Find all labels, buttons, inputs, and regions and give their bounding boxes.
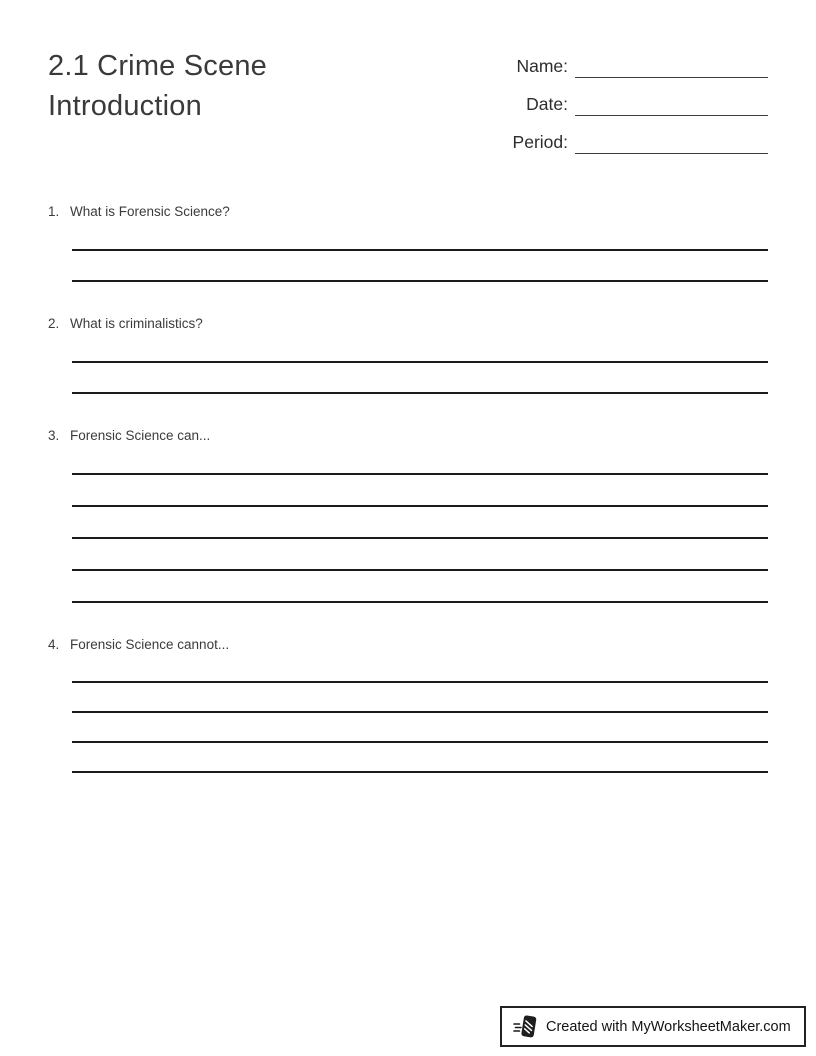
name-label: Name: bbox=[516, 56, 568, 77]
answer-line bbox=[72, 539, 768, 571]
question-3 bbox=[48, 426, 768, 603]
question-3-answer-area bbox=[72, 445, 768, 603]
answer-line bbox=[72, 333, 768, 363]
question-text: What is Forensic Science? bbox=[70, 204, 230, 219]
name-field-row bbox=[478, 54, 768, 78]
question-text: Forensic Science cannot... bbox=[70, 637, 230, 652]
question-number: 4. bbox=[48, 637, 60, 652]
question-3-row bbox=[48, 426, 768, 445]
answer-line bbox=[72, 571, 768, 603]
question-1-row bbox=[48, 202, 768, 221]
period-label: Period: bbox=[512, 132, 568, 153]
question-2-row bbox=[48, 314, 768, 333]
date-label: Date: bbox=[526, 94, 568, 115]
answer-line bbox=[72, 654, 768, 683]
question-number: 3. bbox=[48, 428, 60, 443]
answer-line bbox=[72, 475, 768, 507]
answer-line bbox=[72, 713, 768, 743]
question-4 bbox=[48, 635, 768, 773]
answer-line bbox=[72, 507, 768, 539]
question-2 bbox=[48, 314, 768, 394]
name-blank-line bbox=[575, 54, 768, 78]
date-blank-line bbox=[575, 92, 768, 116]
question-text: What is criminalistics? bbox=[70, 316, 203, 331]
answer-line bbox=[72, 251, 768, 282]
answer-line bbox=[72, 221, 768, 251]
credit-text: Created with MyWorksheetMaker.com bbox=[546, 1018, 791, 1035]
worksheet-maker-logo-icon bbox=[513, 1013, 537, 1041]
date-field-row bbox=[478, 92, 768, 116]
student-info-fields bbox=[478, 54, 768, 168]
worksheet-title: 2.1 Crime Scene Introduction bbox=[48, 50, 267, 122]
question-4-answer-area bbox=[72, 654, 768, 773]
answer-line bbox=[72, 445, 768, 475]
credit-badge bbox=[500, 1006, 806, 1047]
question-number: 1. bbox=[48, 204, 60, 219]
question-1-answer-area bbox=[72, 221, 768, 282]
question-2-answer-area bbox=[72, 333, 768, 394]
worksheet-header bbox=[0, 0, 816, 168]
period-field-row bbox=[478, 130, 768, 154]
question-list bbox=[0, 202, 816, 773]
answer-line bbox=[72, 363, 768, 394]
question-number: 2. bbox=[48, 316, 60, 331]
period-blank-line bbox=[575, 130, 768, 154]
question-text: Forensic Science can... bbox=[70, 428, 211, 443]
question-4-row bbox=[48, 635, 768, 654]
answer-line bbox=[72, 683, 768, 713]
answer-line bbox=[72, 743, 768, 773]
question-1 bbox=[48, 202, 768, 282]
